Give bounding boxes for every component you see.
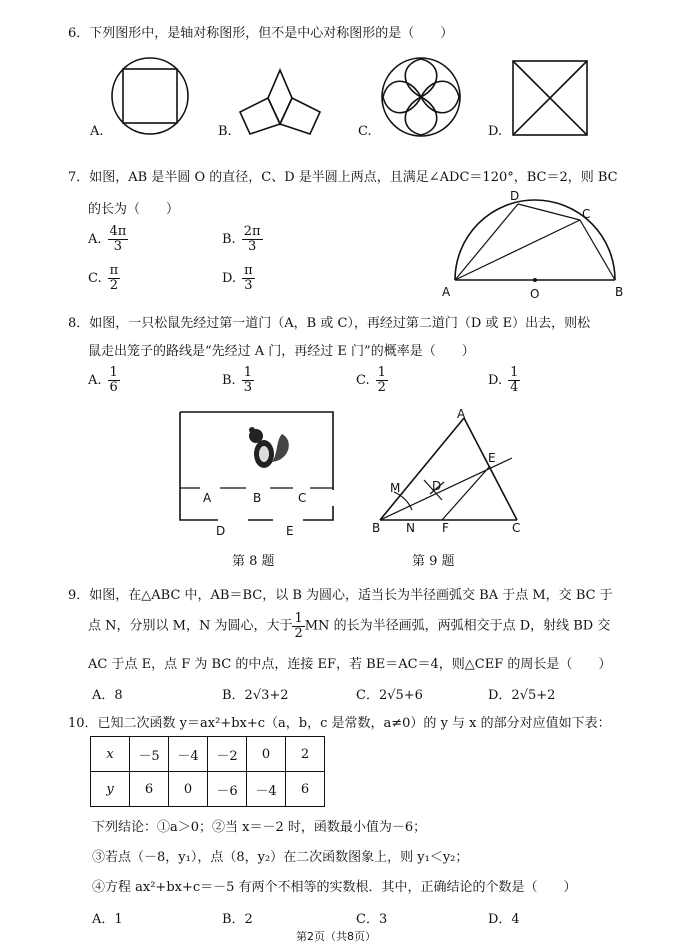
table-cell: －6 (208, 772, 247, 807)
table-cell: －4 (247, 772, 286, 807)
q10-value-table (90, 736, 325, 807)
q9-label-b: B (372, 521, 381, 535)
page-footer: 第2页（共8页） (296, 930, 376, 943)
q8-label-d: D (216, 524, 226, 538)
q8-cage-figure (178, 410, 338, 538)
q6-option-c: C. (358, 124, 372, 139)
table-cell: －4 (169, 737, 208, 772)
q8-option-c: C. $\frac{1}{2}$ (356, 365, 386, 395)
q9-option-b: B．2√3+2 (222, 688, 289, 703)
q9-option-d: D．2√5+2 (488, 688, 556, 703)
q6-figure-b (240, 68, 320, 138)
q9-label-f: F (442, 521, 449, 535)
q10-conclusion-line3: ④方程 ax²+bx+c＝－5 有两个不相等的实数根．其中，正确结论的个数是（ ） (92, 880, 577, 895)
q8-stem-line1: 8．如图，一只松鼠先经过第一道门（A，B 或 C），再经过第二道门（D 或 E）出去，则松 (68, 316, 591, 331)
q9-label-e: E (488, 451, 496, 465)
q9-triangle-figure (372, 407, 522, 535)
table-cell: 0 (169, 772, 208, 807)
q6-option-b: B. (218, 124, 232, 139)
q9-label-c: C (512, 521, 521, 535)
table-cell: 0 (247, 737, 286, 772)
q6-figure-d (512, 60, 588, 136)
q10-conclusion-line2: ③若点（－8，y₁），点（8，y₂）在二次函数图象上，则 y₁＜y₂； (92, 850, 469, 865)
table-cell: －2 (208, 737, 247, 772)
q7-stem-line2: 的长为（ ） (88, 202, 180, 217)
q7-label-d: D (510, 189, 520, 203)
four-petal-flower-icon (382, 58, 460, 136)
q8-label-e: E (286, 524, 294, 538)
q7-semicircle-figure (440, 190, 630, 300)
q7-label-o: O (530, 287, 540, 301)
q9-label-a: A (457, 407, 466, 421)
q9-stem-line3: AC 于点 E，点 F 为 BC 的中点，连接 EF，若 BE＝AC＝4，则△CEF 的周长是（ ） (88, 657, 612, 672)
square-with-diagonals-icon (513, 61, 587, 135)
q8-label-a: A (203, 491, 212, 505)
squirrel-icon (249, 427, 289, 468)
q10-option-b: B．2 (222, 912, 253, 927)
q7-stem-line1: 7．如图，AB 是半圆 O 的直径，C、D 是半圆上两点，且满足∠ADC＝120°，BC＝2，则 BC (68, 170, 618, 185)
q10-conclusion-line1: 下列结论：①a＞0；②当 x＝－2 时，函数最小值为－6； (92, 820, 427, 835)
q10-option-d: D．4 (488, 912, 520, 927)
table-cell: y (91, 772, 130, 807)
q8-caption: 第 8 题 (232, 554, 275, 569)
q9-label-m: M (390, 481, 401, 495)
q7-option-c: C. $\frac{\pi}{2}$ (88, 263, 119, 293)
q9-option-a: A．8 (92, 688, 123, 703)
q9-label-n: N (406, 521, 415, 535)
q9-stem-line2: 点 N，分别以 M，N 为圆心，大于 $\frac{1}{2}$ MN 的长为半径画弧，两弧相交于点 D，射线 BD 交 (88, 611, 611, 641)
q10-option-c: C．3 (356, 912, 388, 927)
three-rhombus-icon (240, 70, 320, 134)
q6-figure-a (110, 56, 190, 136)
q8-option-d: D. $\frac{1}{4}$ (488, 365, 519, 395)
table-cell: 6 (130, 772, 169, 807)
table-row (91, 737, 325, 772)
q9-stem-line1: 9．如图，在△ABC 中，AB＝BC，以 B 为圆心，适当长为半径画弧交 BA 于点 M，交 BC 于 (68, 588, 613, 603)
q6-option-a: A. (90, 124, 104, 139)
q6-stem: 6．下列图形中，是轴对称图形，但不是中心对称图形的是（ ） (68, 26, 454, 41)
q10-option-a: A．1 (92, 912, 123, 927)
q7-label-a: A (442, 285, 451, 299)
q7-label-b: B (615, 285, 624, 299)
q7-option-b: B. $\frac{2\pi}{3}$ (222, 224, 261, 254)
q8-stem-line2: 鼠走出笼子的路线是“先经过 A 门，再经过 E 门”的概率是（ ） (88, 344, 475, 359)
q8-option-a: A. $\frac{1}{6}$ (88, 365, 118, 395)
table-cell: －5 (130, 737, 169, 772)
q7-option-a: A. $\frac{4\pi}{3}$ (88, 224, 127, 254)
table-row (91, 772, 325, 807)
table-cell: x (91, 737, 130, 772)
q9-option-c: C．2√5+6 (356, 688, 423, 703)
q6-option-d: D. (488, 124, 503, 139)
q9-label-d: D (432, 479, 442, 493)
table-cell: 2 (286, 737, 325, 772)
q8-option-b: B. $\frac{1}{3}$ (222, 365, 252, 395)
q8-label-c: C (298, 491, 307, 505)
q6-figure-c (380, 56, 462, 138)
q7-option-d: D. $\frac{\pi}{3}$ (222, 263, 253, 293)
q7-label-c: C (582, 207, 591, 221)
q9-caption: 第 9 题 (412, 554, 455, 569)
q10-stem: 10．已知二次函数 y＝ax²+bx+c（a，b，c 是常数，a≠0）的 y 与 x 的部分对应值如下表： (68, 716, 611, 731)
table-cell: 6 (286, 772, 325, 807)
q8-label-b: B (253, 491, 262, 505)
